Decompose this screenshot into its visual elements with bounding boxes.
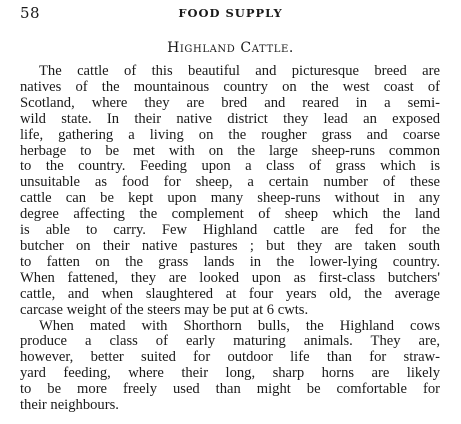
text-line: carcase weight of the steers may be put at 6 cwts. [20,301,309,318]
text-line: cattle, and when slaughtered at four years old, the average [20,285,440,302]
text-line: life, gathering a living on the rougher grass and coarse [20,126,440,143]
text-line: is able to carry. Few Highland cattle are fed for the [20,222,440,239]
text-line: to the country. Feeding upon a class of grass which is [20,158,440,175]
running-head [20,4,441,24]
running-title: FOOD SUPPLY [178,6,283,20]
text-line: wild state. In their native district they lead an exposed [20,110,440,127]
text-line: natives of the mountainous country on the west coast of [20,78,440,95]
text-line: yard feeding, where their long, sharp horns are likely [20,365,440,382]
text-line: degree affecting the complement of sheep which the land [20,206,440,223]
text-line: their neighbours. [20,397,119,414]
paragraph [20,64,440,319]
text-line: When fattened, they are looked upon as first-class butchers' [20,269,440,286]
text-line: unsuitable as food for sheep, a certain number of these [20,174,440,191]
text-line: however, better suited for outdoor life than for straw- [20,349,440,366]
body-text [20,64,440,414]
text-line: The cattle of this beautiful and picturesque breed are [39,63,440,79]
text-line: herbage to be met with on the large sheep-runs common [20,142,440,159]
text-line: Scotland, where they are bred and reared in a semi- [20,94,440,111]
text-line: to be more freely used than might be comfortable for [20,381,440,398]
page-number: 58 [20,4,41,22]
section-heading: Highland Cattle. [167,40,294,56]
text-line: When mated with Shorthorn bulls, the Highland cows [39,317,440,334]
text-line: cattle can be kept upon many sheep-runs without in any [20,190,440,207]
text-line: to fatten on the grass lands in the lower-lying country. [20,253,440,270]
text-line: butcher on their native pastures ; but they are taken south [20,237,440,254]
text-line: produce a class of early maturing animals. They are, [20,333,440,350]
paragraph [20,319,440,414]
